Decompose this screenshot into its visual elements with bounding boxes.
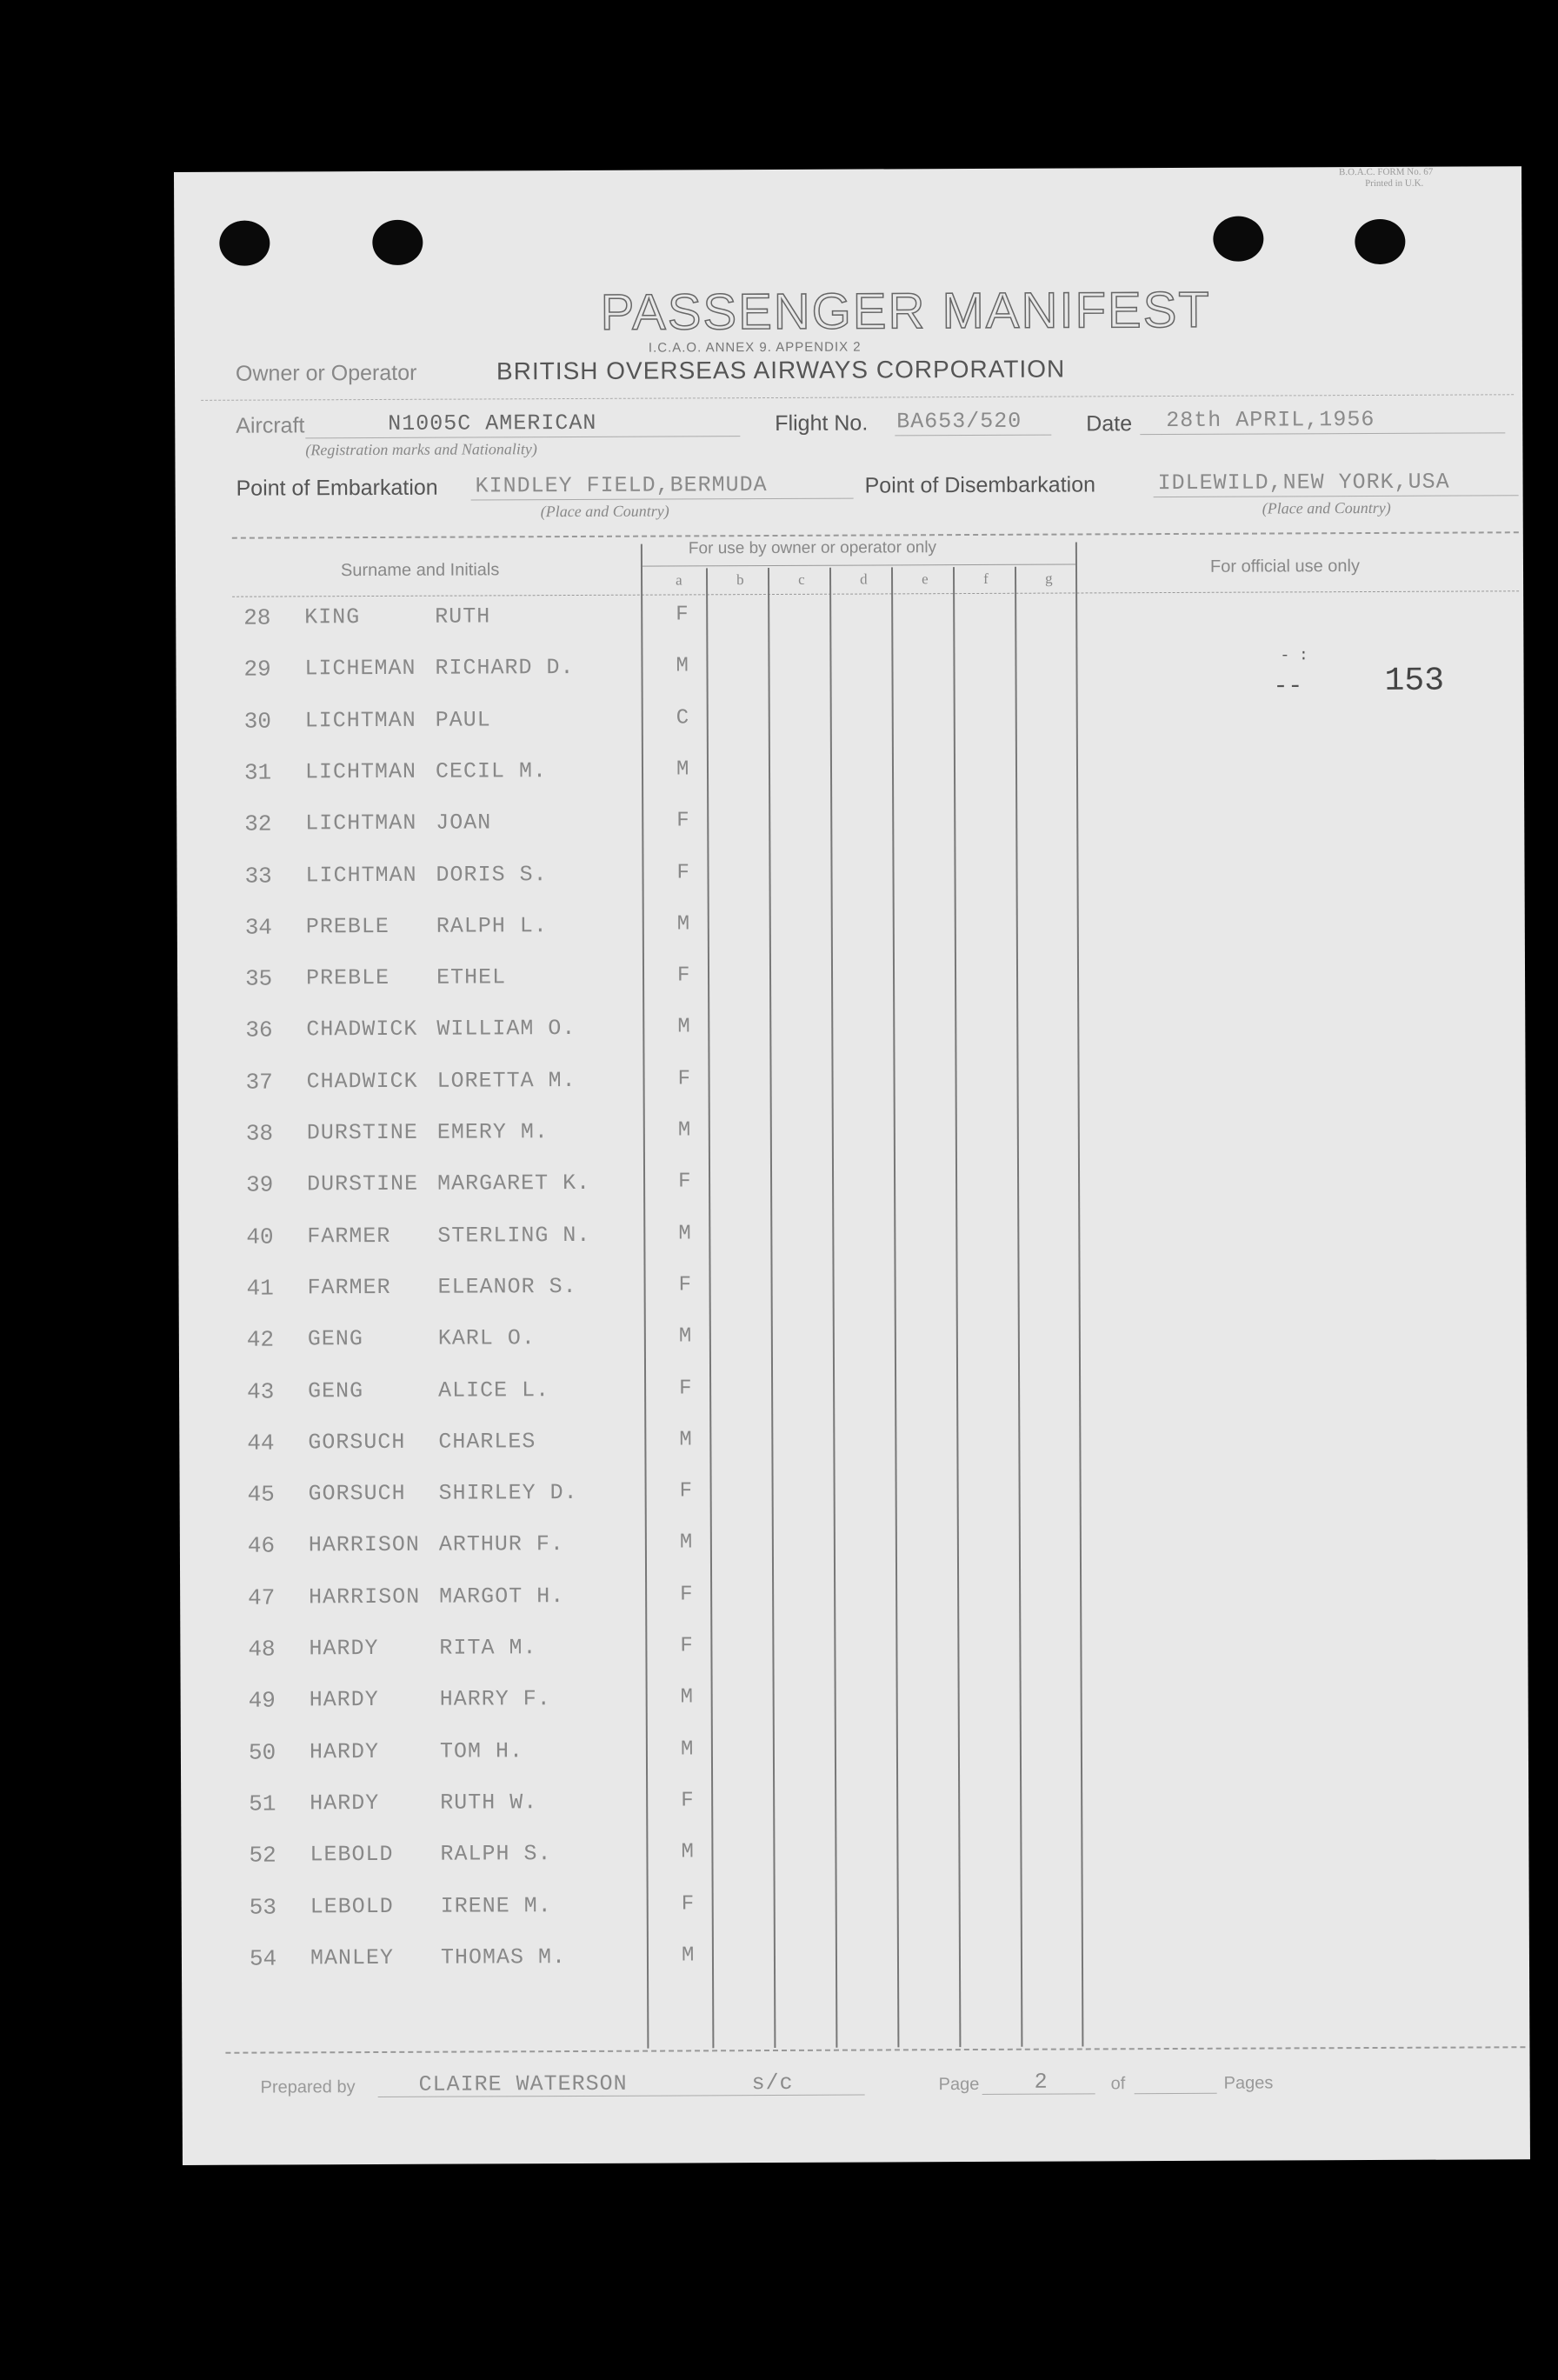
- form-code: B.O.A.C. FORM No. 67: [1338, 166, 1434, 178]
- date-label: Date: [1086, 411, 1133, 437]
- col-letter: a: [676, 571, 682, 589]
- passenger-given-name: CECIL M.: [435, 758, 548, 784]
- col-official-header: For official use only: [1209, 557, 1360, 577]
- header-bottom-line: [232, 590, 1519, 597]
- passenger-surname: HARDY: [309, 1687, 379, 1713]
- passenger-number: 33: [244, 863, 272, 890]
- passenger-number: 29: [243, 656, 271, 683]
- passenger-number: 43: [247, 1378, 275, 1405]
- col-letter: g: [1045, 570, 1053, 587]
- passenger-surname: KING: [304, 604, 361, 630]
- aircraft-value: N1005C AMERICAN: [388, 410, 597, 437]
- aircraft-underline: [305, 436, 740, 438]
- passenger-number: 48: [248, 1636, 276, 1663]
- prepared-suffix: s/c: [751, 2070, 794, 2097]
- passenger-class-a: M: [678, 1324, 692, 1349]
- passenger-given-name: RALPH L.: [436, 912, 548, 939]
- table-row: [180, 1476, 1528, 1533]
- passenger-class-a: M: [681, 1840, 694, 1864]
- passenger-surname: HARDY: [310, 1790, 380, 1817]
- passenger-surname: LICHTMAN: [305, 810, 417, 837]
- passenger-given-name: WILLIAM O.: [436, 1016, 576, 1043]
- passenger-surname: FARMER: [307, 1274, 391, 1301]
- table-row: [178, 1167, 1526, 1224]
- col-name-header: Surname and Initials: [340, 560, 500, 581]
- passenger-number: 47: [248, 1584, 276, 1611]
- passenger-number: 38: [245, 1120, 274, 1147]
- passenger-surname: CHADWICK: [306, 1068, 418, 1095]
- passenger-surname: LICHEMAN: [304, 656, 416, 682]
- passenger-class-a: F: [676, 603, 689, 627]
- passenger-given-name: RITA M.: [439, 1635, 537, 1661]
- passenger-number: 37: [245, 1069, 273, 1096]
- embark-caption: (Place and Country): [540, 502, 669, 521]
- table-row: [180, 1579, 1528, 1637]
- passenger-number: 30: [243, 708, 272, 735]
- passenger-given-name: EMERY M.: [436, 1119, 549, 1145]
- passenger-class-a: F: [677, 1067, 691, 1091]
- passenger-surname: GORSUCH: [308, 1429, 406, 1456]
- passenger-class-a: C: [676, 706, 689, 730]
- page-value: 2: [1034, 2069, 1049, 2095]
- official-mark: --: [1273, 673, 1303, 701]
- passenger-given-name: RALPH S.: [440, 1841, 552, 1867]
- passenger-surname: PREBLE: [305, 913, 390, 940]
- passenger-given-name: MARGARET K.: [437, 1170, 591, 1197]
- passenger-class-a: F: [676, 860, 689, 884]
- col-letter: b: [736, 571, 744, 589]
- passenger-given-name: CHARLES: [438, 1428, 536, 1455]
- manifest-sheet: [174, 166, 1530, 2165]
- col-owner-header: For use by owner or operator only: [688, 538, 937, 558]
- passenger-surname: HARRISON: [309, 1583, 421, 1610]
- passenger-class-a: M: [678, 1222, 691, 1246]
- passenger-surname: LICHTMAN: [305, 862, 417, 888]
- passenger-surname: DURSTINE: [307, 1171, 419, 1197]
- passenger-class-a: M: [677, 1118, 691, 1143]
- passenger-given-name: MARGOT H.: [439, 1583, 565, 1610]
- passenger-number: 41: [246, 1275, 274, 1302]
- passenger-class-a: F: [676, 809, 689, 833]
- passenger-class-a: F: [680, 1583, 693, 1607]
- official-mark: - :: [1280, 647, 1308, 665]
- passenger-surname: GENG: [308, 1377, 364, 1403]
- table-row: [177, 960, 1525, 1017]
- passenger-number: 35: [244, 965, 273, 992]
- passenger-class-a: F: [680, 1634, 693, 1658]
- table-row: [182, 1889, 1529, 1946]
- flight-value: BA653/520: [896, 408, 1022, 435]
- passenger-given-name: ARTHUR F.: [438, 1531, 564, 1558]
- passenger-class-a: M: [676, 757, 689, 782]
- passenger-given-name: IRENE M.: [440, 1892, 552, 1919]
- punch-hole: [219, 221, 270, 266]
- passenger-given-name: ELEANOR S.: [437, 1273, 577, 1300]
- table-row: [176, 754, 1524, 811]
- flight-underline: [895, 435, 1051, 437]
- passenger-number: 34: [244, 914, 273, 941]
- aircraft-label: Aircraft: [236, 413, 305, 438]
- table-top-line: [232, 531, 1519, 538]
- of-label: of: [1110, 2074, 1126, 2094]
- passenger-given-name: JOAN: [436, 810, 492, 836]
- passenger-number: 52: [249, 1842, 276, 1869]
- passenger-class-a: M: [680, 1737, 694, 1762]
- table-row: [176, 599, 1523, 657]
- passenger-surname: MANLEY: [310, 1944, 395, 1971]
- flight-label: Flight No.: [775, 410, 869, 436]
- table-row: [181, 1837, 1528, 1894]
- date-value: 28th APRIL,1956: [1166, 406, 1375, 434]
- owner-value: BRITISH OVERSEAS AIRWAYS CORPORATION: [496, 355, 1066, 385]
- passenger-surname: PREBLE: [305, 965, 390, 991]
- table-row: [182, 1940, 1529, 1997]
- passenger-given-name: KARL O.: [437, 1325, 536, 1351]
- aircraft-caption: (Registration marks and Nationality): [305, 440, 537, 459]
- col-letter: d: [860, 570, 868, 588]
- passenger-given-name: DORIS S.: [436, 861, 548, 888]
- table-row: [176, 703, 1524, 760]
- table-row: [178, 1063, 1526, 1121]
- passenger-class-a: F: [679, 1376, 692, 1400]
- header-divider: [201, 394, 1514, 401]
- passenger-number: 53: [249, 1894, 276, 1921]
- table-row: [176, 651, 1523, 709]
- col-letter: c: [798, 570, 805, 588]
- prepared-label: Prepared by: [260, 2077, 356, 2097]
- passenger-given-name: LORETTA M.: [436, 1067, 576, 1094]
- passenger-given-name: HARRY F.: [439, 1686, 551, 1712]
- page-underline: [982, 2093, 1095, 2095]
- punch-hole: [1213, 217, 1263, 262]
- passenger-class-a: F: [681, 1789, 694, 1813]
- passenger-class-a: F: [678, 1170, 691, 1194]
- passenger-number: 54: [249, 1945, 277, 1972]
- table-row: [176, 805, 1524, 863]
- passenger-given-name: RUTH W.: [440, 1790, 538, 1816]
- disembark-caption: (Place and Country): [1262, 498, 1391, 517]
- passenger-number: 50: [248, 1739, 276, 1766]
- passenger-class-a: M: [679, 1428, 692, 1452]
- passenger-given-name: SHIRLEY D.: [438, 1480, 578, 1506]
- passenger-class-a: M: [676, 654, 689, 678]
- passenger-number: 44: [247, 1430, 275, 1457]
- table-row: [179, 1424, 1527, 1482]
- table-row: [177, 909, 1525, 966]
- table-row: [180, 1630, 1528, 1688]
- passenger-surname: GENG: [307, 1326, 363, 1352]
- passenger-surname: HARDY: [309, 1635, 379, 1662]
- passenger-class-a: F: [676, 963, 690, 988]
- passenger-given-name: STERLING N.: [437, 1222, 591, 1249]
- embark-value: KINDLEY FIELD,BERMUDA: [475, 472, 768, 499]
- passenger-number: 40: [246, 1223, 274, 1250]
- table-row: [178, 1218, 1526, 1276]
- passenger-class-a: M: [680, 1685, 694, 1710]
- passenger-class-a: F: [679, 1479, 693, 1503]
- passenger-number: 51: [249, 1790, 276, 1817]
- passenger-class-a: M: [677, 1015, 690, 1039]
- passenger-surname: LICHTMAN: [304, 707, 416, 733]
- passenger-number: 28: [243, 604, 271, 631]
- subheader-line: [641, 563, 1075, 566]
- passenger-given-name: PAUL: [435, 707, 491, 733]
- passenger-number: 36: [245, 1017, 273, 1044]
- table-row: [179, 1270, 1527, 1327]
- passenger-surname: LEBOLD: [310, 1842, 394, 1868]
- punch-hole: [1355, 219, 1405, 264]
- passenger-number: 42: [246, 1326, 275, 1353]
- page-subtitle: I.C.A.O. ANNEX 9. APPENDIX 2: [648, 339, 862, 356]
- owner-label: Owner or Operator: [235, 360, 417, 386]
- prepared-value: CLAIRE WATERSON: [418, 2070, 628, 2097]
- page-label: Page: [938, 2074, 980, 2095]
- col-letter: e: [922, 570, 929, 588]
- page-title: PASSENGER MANIFEST: [600, 281, 1211, 341]
- passenger-surname: HARRISON: [308, 1532, 420, 1558]
- official-number: 153: [1384, 662, 1445, 700]
- table-row: [180, 1528, 1528, 1585]
- passenger-number: 49: [248, 1687, 276, 1714]
- table-row: [181, 1785, 1528, 1843]
- passenger-given-name: ALICE L.: [438, 1377, 550, 1403]
- passenger-class-a: F: [681, 1891, 695, 1916]
- table-row: [179, 1321, 1527, 1378]
- printed-in: Printed in U.K.: [1365, 177, 1424, 190]
- col-letter: f: [983, 570, 989, 587]
- table-row: [177, 1012, 1525, 1070]
- passenger-surname: FARMER: [307, 1223, 391, 1249]
- passenger-surname: HARDY: [309, 1738, 380, 1764]
- table-row: [181, 1734, 1528, 1791]
- passenger-surname: LEBOLD: [310, 1893, 394, 1919]
- passenger-surname: DURSTINE: [306, 1119, 418, 1146]
- passenger-surname: CHADWICK: [306, 1017, 418, 1043]
- passenger-class-a: M: [679, 1530, 693, 1555]
- passenger-number: 39: [246, 1171, 274, 1198]
- passenger-class-a: M: [681, 1943, 695, 1968]
- table-row: [176, 857, 1524, 915]
- table-row: [179, 1373, 1527, 1430]
- passenger-surname: GORSUCH: [308, 1480, 406, 1507]
- passenger-class-a: F: [678, 1273, 692, 1297]
- punch-hole: [372, 220, 423, 265]
- table-bottom-line: [225, 2046, 1525, 2054]
- passenger-given-name: TOM H.: [439, 1737, 524, 1764]
- passenger-given-name: THOMAS M.: [440, 1943, 567, 1970]
- passenger-given-name: RUTH: [435, 603, 491, 630]
- embark-label: Point of Embarkation: [236, 475, 438, 501]
- passenger-number: 45: [247, 1481, 275, 1508]
- passenger-surname: LICHTMAN: [304, 758, 417, 785]
- passenger-number: 32: [244, 810, 272, 837]
- passenger-number: 46: [247, 1532, 276, 1560]
- passenger-class-a: M: [676, 912, 690, 937]
- total-pages-underline: [1135, 2093, 1217, 2094]
- passenger-given-name: ETHEL: [436, 964, 507, 990]
- table-row: [181, 1683, 1528, 1740]
- table-row: [178, 1115, 1526, 1172]
- passenger-number: 31: [243, 759, 272, 786]
- disembark-label: Point of Disembarkation: [864, 472, 1096, 498]
- passenger-given-name: RICHARD D.: [435, 655, 575, 681]
- disembark-value: IDLEWILD,NEW YORK,USA: [1157, 469, 1450, 497]
- pages-label: Pages: [1223, 2073, 1274, 2093]
